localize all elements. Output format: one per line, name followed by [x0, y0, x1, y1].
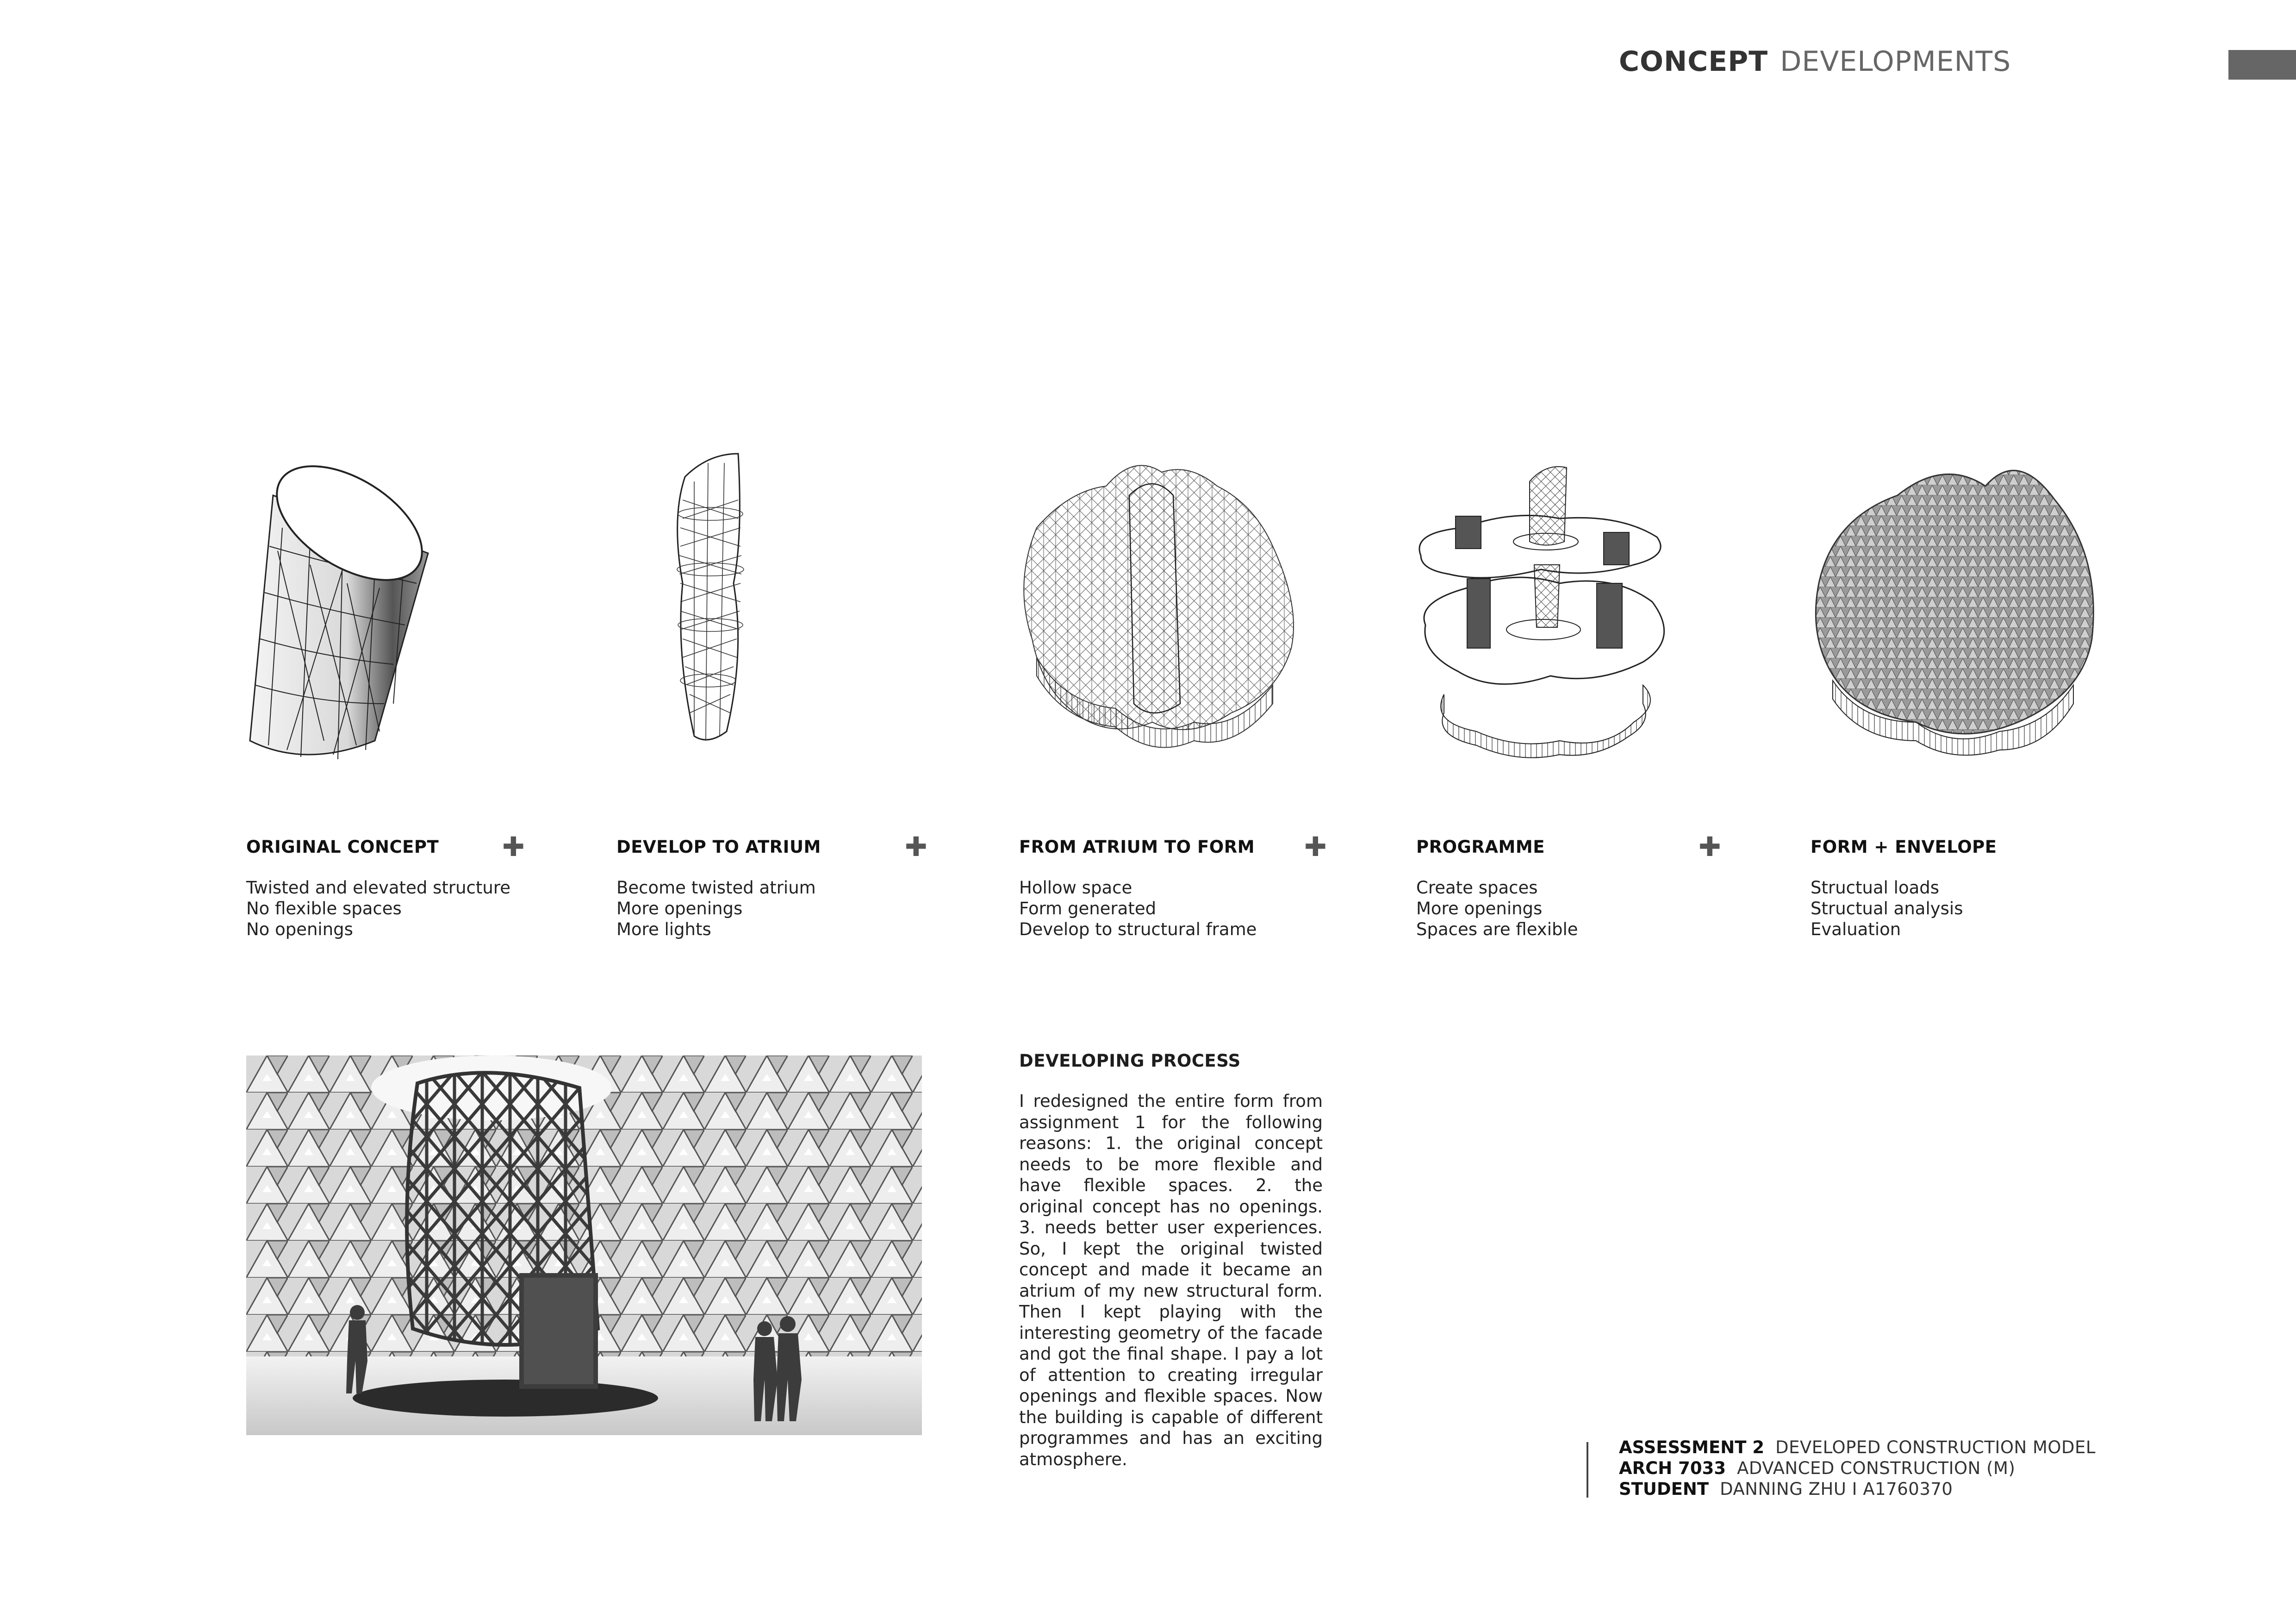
- diagram-atrium: [657, 444, 759, 768]
- diagram-programme: [1412, 444, 1680, 768]
- step-description: [1416, 877, 1749, 940]
- footer-student-value: DANNING ZHU I A1760370: [1720, 1479, 1953, 1499]
- step-line: More openings: [616, 899, 743, 918]
- step-atrium-to-form: [1019, 837, 1352, 940]
- footer-course-label: ARCH 7033: [1619, 1458, 1726, 1478]
- plus-icon: ✚: [905, 831, 927, 862]
- process-title: DEVELOPING PROCESS: [1019, 1051, 1241, 1071]
- page-title: [1619, 45, 2011, 78]
- programme-floors-drawing: [1412, 444, 1680, 768]
- interior-render-drawing: [246, 1056, 922, 1435]
- step-description: [616, 877, 950, 940]
- page-tab-marker: [2228, 50, 2296, 80]
- footer-assessment-value: DEVELOPED CONSTRUCTION MODEL: [1775, 1437, 2096, 1457]
- wireframe-form-drawing: [1014, 444, 1305, 768]
- step-title: PROGRAMME: [1416, 837, 1545, 857]
- footer-info: [1619, 1437, 2096, 1499]
- step-line: Spaces are flexible: [1416, 919, 1578, 939]
- footer-assessment: [1619, 1437, 2096, 1458]
- step-line: More openings: [1416, 899, 1543, 918]
- atrium-lattice-drawing: [657, 444, 759, 768]
- footer-student-label: STUDENT: [1619, 1479, 1709, 1499]
- footer-assessment-label: ASSESSMENT 2: [1619, 1437, 1765, 1457]
- step-original-concept: [246, 837, 579, 940]
- step-line: Evaluation: [1811, 919, 1901, 939]
- step-description: [246, 877, 579, 940]
- twisted-cylinder-drawing: [241, 444, 458, 768]
- envelope-drawing: [1805, 444, 2110, 768]
- footer-divider: [1587, 1442, 1588, 1498]
- step-line: Develop to structural frame: [1019, 919, 1257, 939]
- step-title: FORM + ENVELOPE: [1811, 837, 1997, 857]
- step-title: ORIGINAL CONCEPT: [246, 837, 439, 857]
- footer-course: [1619, 1458, 2096, 1479]
- step-line: Form generated: [1019, 899, 1157, 918]
- step-description: [1019, 877, 1352, 940]
- step-description: [1811, 877, 2144, 940]
- step-line: Structual analysis: [1811, 899, 1963, 918]
- step-title: DEVELOP TO ATRIUM: [616, 837, 821, 857]
- plus-icon: ✚: [502, 831, 525, 862]
- page-title-bold: CONCEPT: [1619, 45, 1768, 78]
- plus-icon: ✚: [1699, 831, 1721, 862]
- step-develop-to-atrium: [616, 837, 950, 940]
- step-line: No flexible spaces: [246, 899, 402, 918]
- step-line: More lights: [616, 919, 711, 939]
- diagram-atrium-to-form: [1014, 444, 1305, 768]
- step-line: Hollow space: [1019, 878, 1132, 898]
- footer-student: [1619, 1479, 2096, 1499]
- footer-course-value: ADVANCED CONSTRUCTION (M): [1737, 1458, 2016, 1478]
- step-line: Become twisted atrium: [616, 878, 816, 898]
- plus-icon: ✚: [1304, 831, 1327, 862]
- step-line: No openings: [246, 919, 353, 939]
- diagram-original-concept: [241, 444, 458, 768]
- step-line: Create spaces: [1416, 878, 1538, 898]
- interior-render-image: [246, 1056, 922, 1435]
- diagram-form-envelope: [1805, 444, 2110, 768]
- step-title: FROM ATRIUM TO FORM: [1019, 837, 1255, 857]
- process-paragraph: I redesigned the entire form from assignment 1 for the following reasons: 1. the original concept needs to be more flexible and have flexible spaces. 2. the original concept has no openings. 3. needs better user experiences. So, I kept the original twisted concept and made it became an atrium of my new structural form. Then I kept playing with the interesting geometry of the facade and got the final shape. I pay a lot of attention to creating irregular openings and flexible spaces. Now the building is capable of different programmes and has an exciting atmosphere.: [1019, 1091, 1323, 1469]
- step-form-envelope: [1811, 837, 2144, 940]
- step-line: Twisted and elevated structure: [246, 878, 510, 898]
- page-title-light: DEVELOPMENTS: [1780, 45, 2011, 78]
- step-line: Structual loads: [1811, 878, 1940, 898]
